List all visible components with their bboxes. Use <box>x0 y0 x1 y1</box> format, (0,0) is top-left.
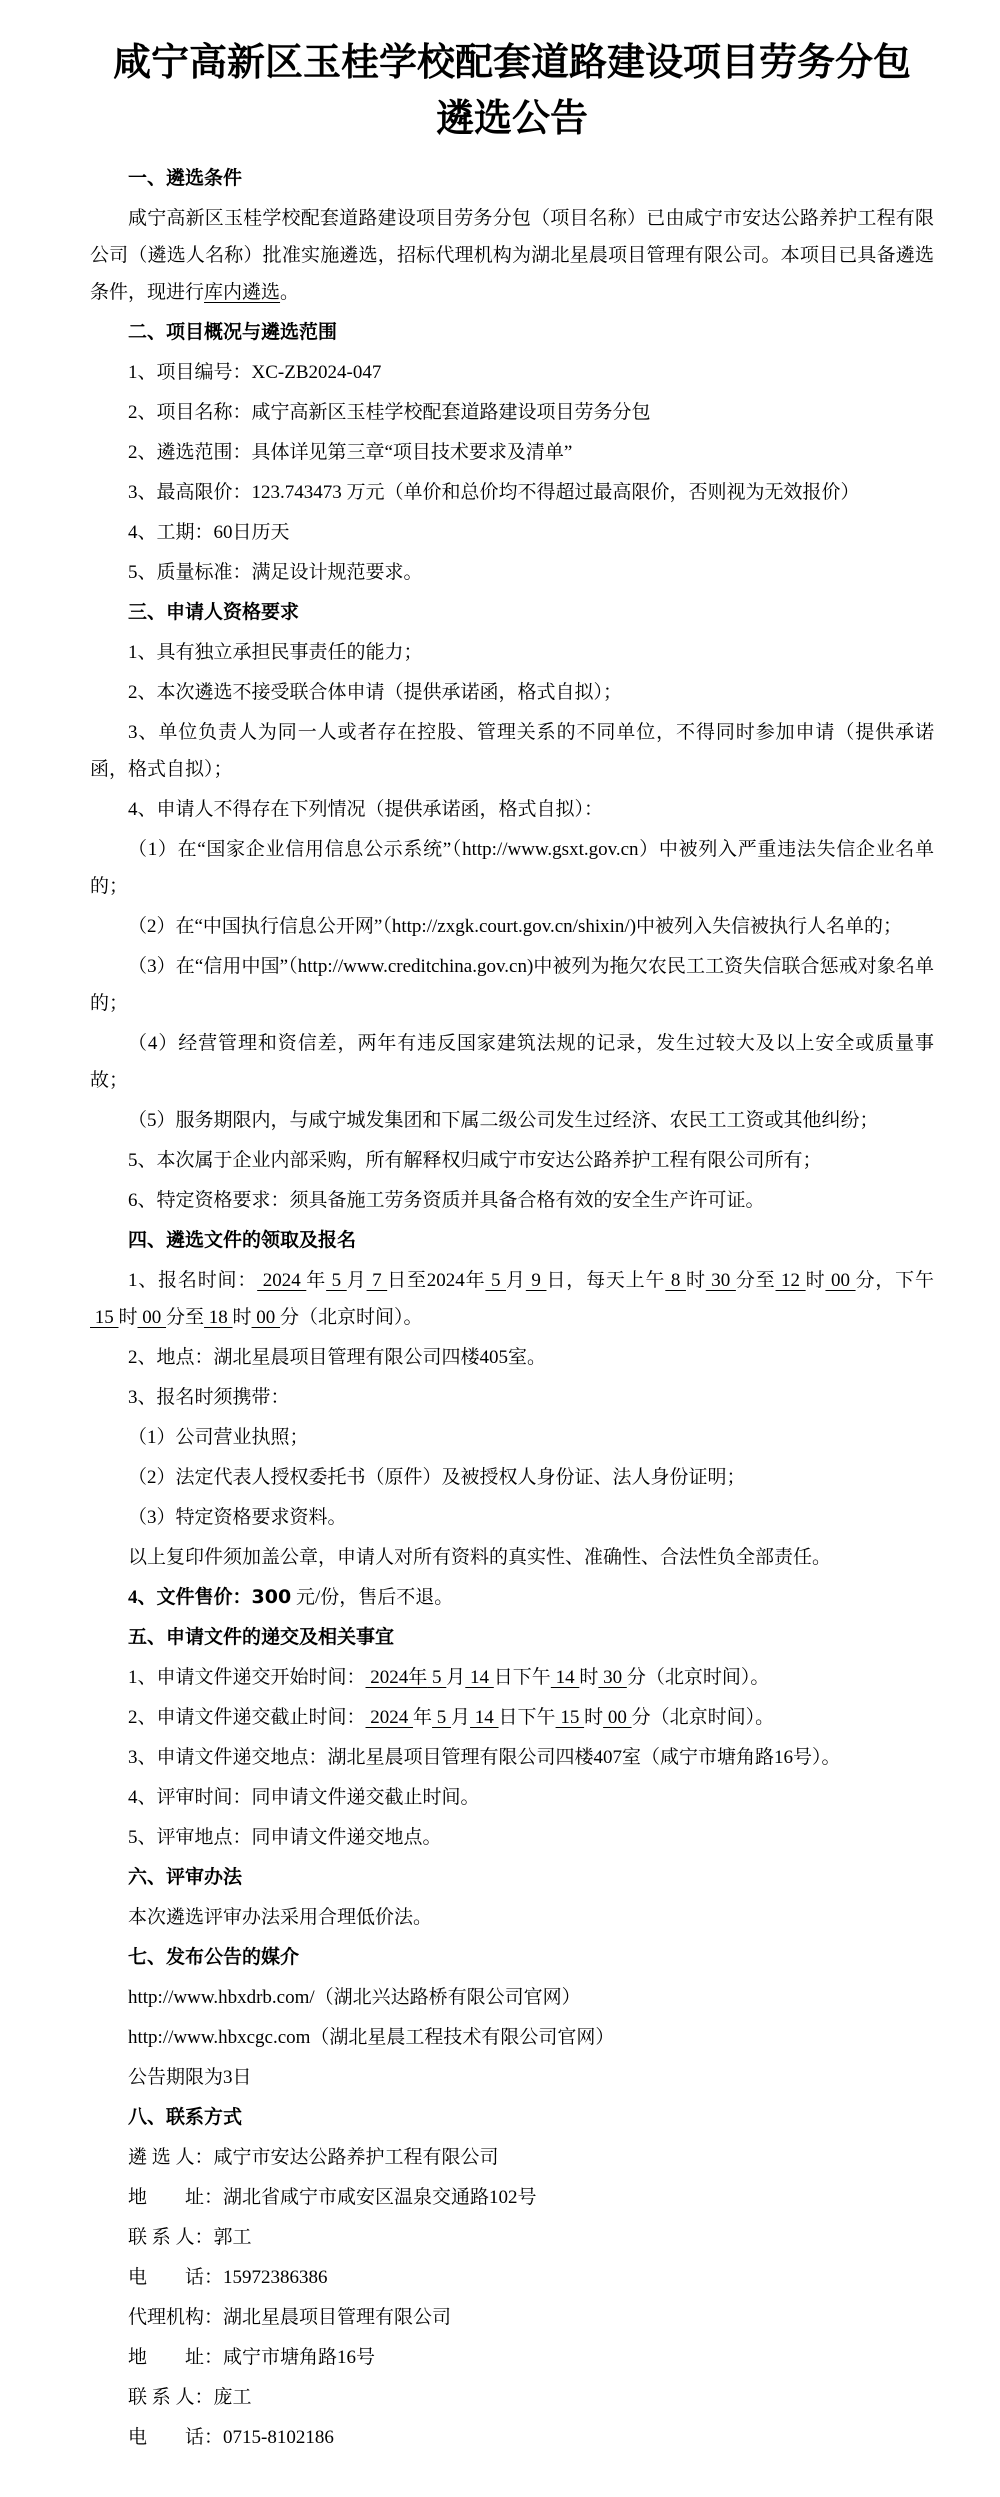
text-run: （2）法定代表人授权委托书（原件）及被授权人身份证、法人身份证明； <box>128 1467 746 1488</box>
underlined-blank: 14 <box>470 1707 499 1728</box>
text-run: 日下午 <box>498 1707 556 1728</box>
text-run: 七、发布公告的媒介 <box>128 1946 300 1968</box>
text-run: 3、申请文件递交地点：湖北星晨项目管理有限公司四楼407室（咸宁市塘角路16号）。 <box>128 1747 841 1768</box>
paragraph <box>90 1262 934 1336</box>
text-run: 时 <box>685 1270 706 1291</box>
paragraph <box>90 1419 934 1456</box>
text-run: 本次遴选评审办法采用合理低价法。 <box>128 1907 433 1928</box>
text-run: 3、报名时须携带： <box>128 1387 290 1408</box>
text-run: 日至2024年 <box>387 1270 486 1291</box>
underlined-blank: 8 <box>665 1270 686 1291</box>
text-run: 分至 <box>166 1307 205 1328</box>
text-run: （3）特定资格要求资料。 <box>128 1507 347 1528</box>
text-run: 地 址：湖北省咸宁市咸安区温泉交通路102号 <box>128 2187 537 2208</box>
paragraph <box>90 1899 934 1936</box>
text-run: 月 <box>446 1667 466 1688</box>
underlined-blank: 00 <box>825 1270 856 1291</box>
doc-title <box>90 34 934 146</box>
paragraph <box>90 2059 934 2096</box>
text-run: 。 <box>280 282 300 303</box>
text-run: 时 <box>805 1270 826 1291</box>
text-run: 1、报名时间： <box>128 1270 258 1291</box>
text-run: 4、工期：60日历天 <box>128 522 290 543</box>
section-heading <box>90 1859 934 1896</box>
section-heading <box>90 1222 934 1259</box>
paragraph <box>90 2259 934 2296</box>
text-run: 5、评审地点：同申请文件递交地点。 <box>128 1827 442 1848</box>
underlined-blank: 12 <box>775 1270 806 1291</box>
underlined-blank: 5 <box>326 1270 347 1291</box>
text-run: 联 系 人：郭工 <box>128 2227 252 2248</box>
paragraph <box>90 2139 934 2176</box>
text-run: （1）在“国家企业信用信息公示系统”（http://www.gsxt.gov.cn）中被列入严重违法失信企业名单的； <box>90 839 934 897</box>
text-run: 分（北京时间）。 <box>280 1307 423 1328</box>
paragraph <box>90 554 934 591</box>
text-run: 月 <box>451 1707 471 1728</box>
paragraph <box>90 2299 934 2336</box>
text-run: 3、最高限价：123.743473 万元（单价和总价均不得超过最高限价，否则视为无效报价） <box>128 482 860 503</box>
paragraph <box>90 1539 934 1576</box>
underlined-blank: 30 <box>705 1270 736 1291</box>
paragraph <box>90 2019 934 2056</box>
text-run: 月 <box>506 1270 526 1291</box>
paragraph <box>90 634 934 671</box>
text-run: 日，每天上午 <box>546 1270 666 1291</box>
text-run: （1）公司营业执照； <box>128 1427 309 1448</box>
section-heading <box>90 314 934 351</box>
paragraph <box>90 1102 934 1139</box>
paragraph <box>90 354 934 391</box>
text-run: 联 系 人：庞工 <box>128 2387 252 2408</box>
text-run: 年 <box>413 1707 433 1728</box>
paragraph <box>90 1699 934 1736</box>
text-run: 1、项目编号：XC-ZB2024-047 <box>128 362 382 383</box>
text-run: 5、本次属于企业内部采购，所有解释权归咸宁市安达公路养护工程有限公司所有； <box>128 1150 822 1171</box>
paragraph <box>90 1182 934 1219</box>
text-run: 四、遴选文件的领取及报名 <box>128 1229 357 1251</box>
doc-title-line2: 遴选公告 <box>435 96 588 140</box>
underlined-blank: 14 <box>550 1667 580 1688</box>
underlined-blank: 2024 <box>365 1707 414 1728</box>
underlined-blank: 00 <box>251 1307 281 1328</box>
paragraph <box>90 1142 934 1179</box>
text-run: 分（北京时间）。 <box>626 1667 770 1688</box>
section-heading <box>90 594 934 631</box>
text-run: 电 话：15972386386 <box>128 2267 328 2288</box>
paragraph <box>90 200 934 311</box>
paragraph <box>90 831 934 905</box>
text-run: 电 话：0715-8102186 <box>128 2427 334 2448</box>
paragraph <box>90 1979 934 2016</box>
underlined-blank: 9 <box>525 1270 547 1291</box>
text-run: 分，下午 <box>855 1270 934 1291</box>
paragraph <box>90 434 934 471</box>
paragraph <box>90 1459 934 1496</box>
paragraph <box>90 1819 934 1856</box>
text-run: 4、申请人不得存在下列情况（提供承诺函，格式自拟）： <box>128 799 604 820</box>
doc-body <box>90 160 934 2456</box>
paragraph <box>90 514 934 551</box>
text-run: 代理机构：湖北星晨项目管理有限公司 <box>128 2307 452 2328</box>
text-run: 2、地点：湖北星晨项目管理有限公司四楼405室。 <box>128 1347 547 1368</box>
underlined-blank: 5 <box>432 1707 452 1728</box>
text-run: （5）服务期限内，与咸宁城发集团和下属二级公司发生过经济、农民工工资或其他纠纷； <box>128 1110 879 1131</box>
paragraph <box>90 1025 934 1099</box>
text-run: 分至 <box>735 1270 776 1291</box>
text-run: 时 <box>584 1707 604 1728</box>
text-run: 月 <box>346 1270 367 1291</box>
text-run: 二、项目概况与遴选范围 <box>128 321 338 343</box>
text-run: 2、遴选范围：具体详见第三章“项目技术要求及清单” <box>128 442 573 463</box>
text-run: 2、项目名称：咸宁高新区玉桂学校配套道路建设项目劳务分包 <box>128 402 651 423</box>
paragraph <box>90 908 934 945</box>
underlined-blank: 7 <box>366 1270 388 1291</box>
text-run: 4、文件售价： <box>128 1587 252 1608</box>
text-run: 1、具有独立承担民事责任的能力； <box>128 642 423 663</box>
paragraph <box>90 1739 934 1776</box>
underlined-blank: 30 <box>598 1667 627 1688</box>
text-run: 三、申请人资格要求 <box>128 601 300 623</box>
text-run: （4）经营管理和资信差，两年有违反国家建筑法规的记录，发生过较大及以上安全或质量事故； <box>90 1033 934 1091</box>
text-run: 时 <box>579 1667 599 1688</box>
section-heading <box>90 1939 934 1976</box>
text-run: 2、本次遴选不接受联合体申请（提供承诺函，格式自拟）； <box>128 682 623 703</box>
text-run: 日下午 <box>493 1667 551 1688</box>
text-run: 年 <box>306 1270 327 1291</box>
text-run: 六、评审办法 <box>128 1866 243 1888</box>
text-run: 3、单位负责人为同一人或者存在控股、管理关系的不同单位，不得同时参加申请（提供承诺函，格式自拟）； <box>90 722 934 780</box>
section-heading <box>90 2099 934 2136</box>
text-run: 时 <box>118 1307 138 1328</box>
underlined-blank: 15 <box>555 1707 585 1728</box>
underlined-blank: 15 <box>90 1307 119 1328</box>
text-run: 时 <box>232 1307 252 1328</box>
underlined-blank: 18 <box>204 1307 233 1328</box>
text-run: 1、申请文件递交开始时间： <box>128 1667 366 1688</box>
paragraph <box>90 1339 934 1376</box>
doc-title-line1: 咸宁高新区玉桂学校配套道路建设项目劳务分包 <box>112 40 911 84</box>
underlined-blank: 5 <box>485 1270 507 1291</box>
text-run: 元/份，售后不退。 <box>291 1587 454 1608</box>
text-run: 一、遴选条件 <box>128 167 243 189</box>
paragraph <box>90 948 934 1022</box>
text-run: 分（北京时间）。 <box>631 1707 775 1728</box>
paragraph <box>90 1579 934 1616</box>
paragraph <box>90 394 934 431</box>
paragraph <box>90 2339 934 2376</box>
underlined-blank: 库内遴选 <box>204 282 281 303</box>
text-run: http://www.hbxdrb.com/（湖北兴达路桥有限公司官网） <box>128 1987 581 2008</box>
underlined-blank: 00 <box>137 1307 167 1328</box>
paragraph <box>90 2179 934 2216</box>
text-run: （2）在“中国执行信息公开网”（http://zxgk.court.gov.cn/shixin/)中被列入失信被执行人名单的； <box>128 916 903 937</box>
text-run: 八、联系方式 <box>128 2106 243 2128</box>
text-run: 地 址：咸宁市塘角路16号 <box>128 2347 376 2368</box>
text-run: 五、申请文件的递交及相关事宜 <box>128 1626 395 1648</box>
paragraph <box>90 1499 934 1536</box>
text-run: 2、申请文件递交截止时间： <box>128 1707 366 1728</box>
paragraph <box>90 714 934 788</box>
text-run: http://www.hbxcgc.com（湖北星晨工程技术有限公司官网） <box>128 2027 615 2048</box>
paragraph <box>90 791 934 828</box>
text-run: 6、特定资格要求：须具备施工劳务资质并具备合格有效的安全生产许可证。 <box>128 1190 765 1211</box>
paragraph <box>90 1379 934 1416</box>
paragraph <box>90 2219 934 2256</box>
text-run: 咸宁高新区玉桂学校配套道路建设项目劳务分包（项目名称）已由咸宁市安达公路养护工程有限公司（遴选人名称）批准实施遴选，招标代理机构为湖北星晨项目管理有限公司。本项目已具备遴选条件，现进行 <box>90 208 934 303</box>
text-run: 以上复印件须加盖公章，申请人对所有资料的真实性、准确性、合法性负全部责任。 <box>128 1547 832 1568</box>
text-run: 300 <box>251 1586 292 1608</box>
paragraph <box>90 674 934 711</box>
underlined-blank: 14 <box>465 1667 494 1688</box>
underlined-blank: 2024 <box>257 1270 307 1291</box>
underlined-blank: 00 <box>603 1707 632 1728</box>
underlined-blank: 5 <box>427 1667 447 1688</box>
paragraph <box>90 1779 934 1816</box>
text-run: 遴 选 人：咸宁市安达公路养护工程有限公司 <box>128 2147 499 2168</box>
section-heading <box>90 160 934 197</box>
paragraph <box>90 474 934 511</box>
section-heading <box>90 1619 934 1656</box>
paragraph <box>90 2419 934 2456</box>
paragraph <box>90 1659 934 1696</box>
text-run: （3）在“信用中国”（http://www.creditchina.gov.cn)中被列为拖欠农民工工资失信联合惩戒对象名单的； <box>90 956 934 1014</box>
text-run: 公告期限为3日 <box>128 2067 252 2088</box>
paragraph <box>90 2379 934 2416</box>
underlined-blank: 2024年 <box>365 1667 428 1688</box>
text-run: 5、质量标准：满足设计规范要求。 <box>128 562 423 583</box>
text-run: 4、评审时间：同申请文件递交截止时间。 <box>128 1787 480 1808</box>
